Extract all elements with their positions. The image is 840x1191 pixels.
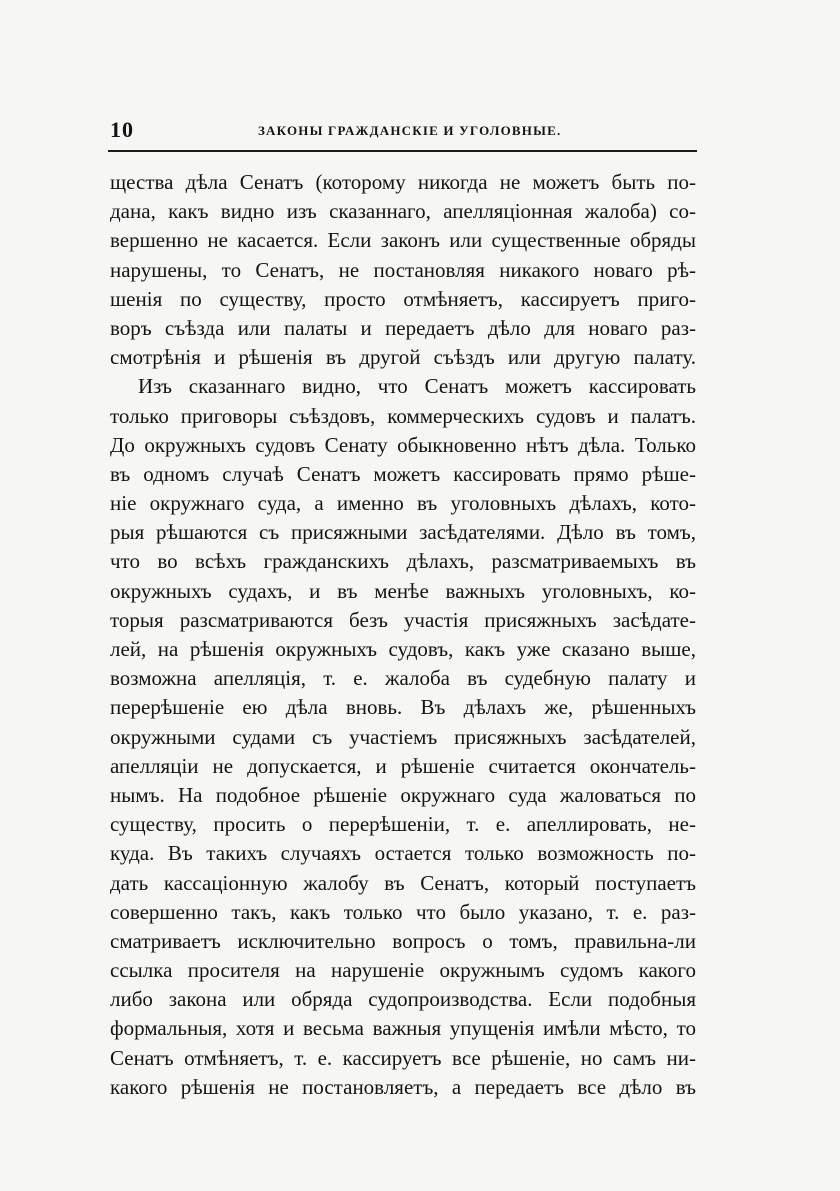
text-line: что во всѣхъ гражданскихъ дѣлахъ, разсматриваемыхъ въ xyxy=(110,549,696,574)
text-line: щества дѣла Сенатъ (которому никогда не можетъ быть по- xyxy=(110,170,696,194)
text-line: куда. Въ такихъ случаяхъ остается только возможность по- xyxy=(110,841,696,866)
text-line: До окружныхъ судовъ Сенату обыкновенно нѣтъ дѣла. Только xyxy=(110,432,696,457)
text-line: какого рѣшенія не постановляетъ, а передаетъ все дѣло въ xyxy=(110,1074,696,1099)
running-title: ЗАКОНЫ ГРАЖДАНСКІЕ И УГОЛОВНЫЕ. xyxy=(258,123,562,138)
text-line: смотрѣнія и рѣшенія въ другой съѣздъ или другую палату. xyxy=(110,345,696,370)
body-text xyxy=(110,168,696,1102)
header-rule xyxy=(108,150,697,152)
text-line: дать кассаціонную жалобу въ Сенатъ, который поступаетъ xyxy=(110,870,696,895)
text-line: апелляціи не допускается, и рѣшеніе считается окончатель- xyxy=(110,753,696,778)
text-line: вершенно не касается. Если законъ или существенные обряды xyxy=(110,228,696,253)
text-line: перерѣшеніе ею дѣла вновь. Въ дѣлахъ же, рѣшенныхъ xyxy=(110,695,696,720)
text-line: Изъ сказаннаго видно, что Сенатъ можетъ кассировать xyxy=(138,374,696,399)
text-line: Сенатъ отмѣняетъ, т. е. кассируетъ все рѣшеніе, но самъ ни- xyxy=(110,1045,696,1070)
text-line: либо закона или обряда судопроизводства. Если подобныя xyxy=(110,987,696,1012)
text-line: воръ съѣзда или палаты и передаетъ дѣло для новаго раз- xyxy=(110,315,696,340)
text-line: дана, какъ видно изъ сказаннаго, апелляціонная жалоба) со- xyxy=(110,199,696,224)
text-line: возможна апелляція, т. е. жалоба въ судебную палату и xyxy=(110,666,696,691)
text-line: существу, просить о перерѣшеніи, т. е. апеллировать, не- xyxy=(110,812,696,837)
text-line: формальныя, хотя и весьма важныя упущенія имѣли мѣсто, то xyxy=(110,1016,696,1041)
page-header xyxy=(110,117,694,147)
text-line: окружныхъ судахъ, и въ менѣе важныхъ уголовныхъ, ко- xyxy=(110,578,696,603)
text-line: рыя рѣшаются съ присяжными засѣдателями. Дѣло въ томъ, xyxy=(110,520,696,545)
text-line: совершенно такъ, какъ только что было указано, т. е. раз- xyxy=(110,899,696,924)
text-line: нарушены, то Сенатъ, не постановляя никакого новаго рѣ- xyxy=(110,257,696,282)
text-line: ссылка просителя на нарушеніе окружнымъ судомъ какого xyxy=(110,958,696,983)
text-line: ніе окружнаго суда, а именно въ уголовныхъ дѣлахъ, кото- xyxy=(110,491,696,516)
text-line: шенія по существу, просто отмѣняетъ, кассируетъ приго- xyxy=(110,286,696,311)
text-line: только приговоры съѣздовъ, коммерческихъ судовъ и палатъ. xyxy=(110,403,696,428)
text-line: торыя разсматриваются безъ участія присяжныхъ засѣдате- xyxy=(110,607,696,632)
text-line: сматриваетъ исключительно вопросъ о томъ, правильна-ли xyxy=(110,928,696,953)
text-line: окружными судами съ участіемъ присяжныхъ засѣдателей, xyxy=(110,724,696,749)
text-line: въ одномъ случаѣ Сенатъ можетъ кассировать прямо рѣше- xyxy=(110,461,696,486)
text-line: нымъ. На подобное рѣшеніе окружнаго суда жаловаться по xyxy=(110,782,696,807)
text-line: лей, на рѣшенія окружныхъ судовъ, какъ уже сказано выше, xyxy=(110,637,696,661)
page-number: 10 xyxy=(110,117,134,142)
